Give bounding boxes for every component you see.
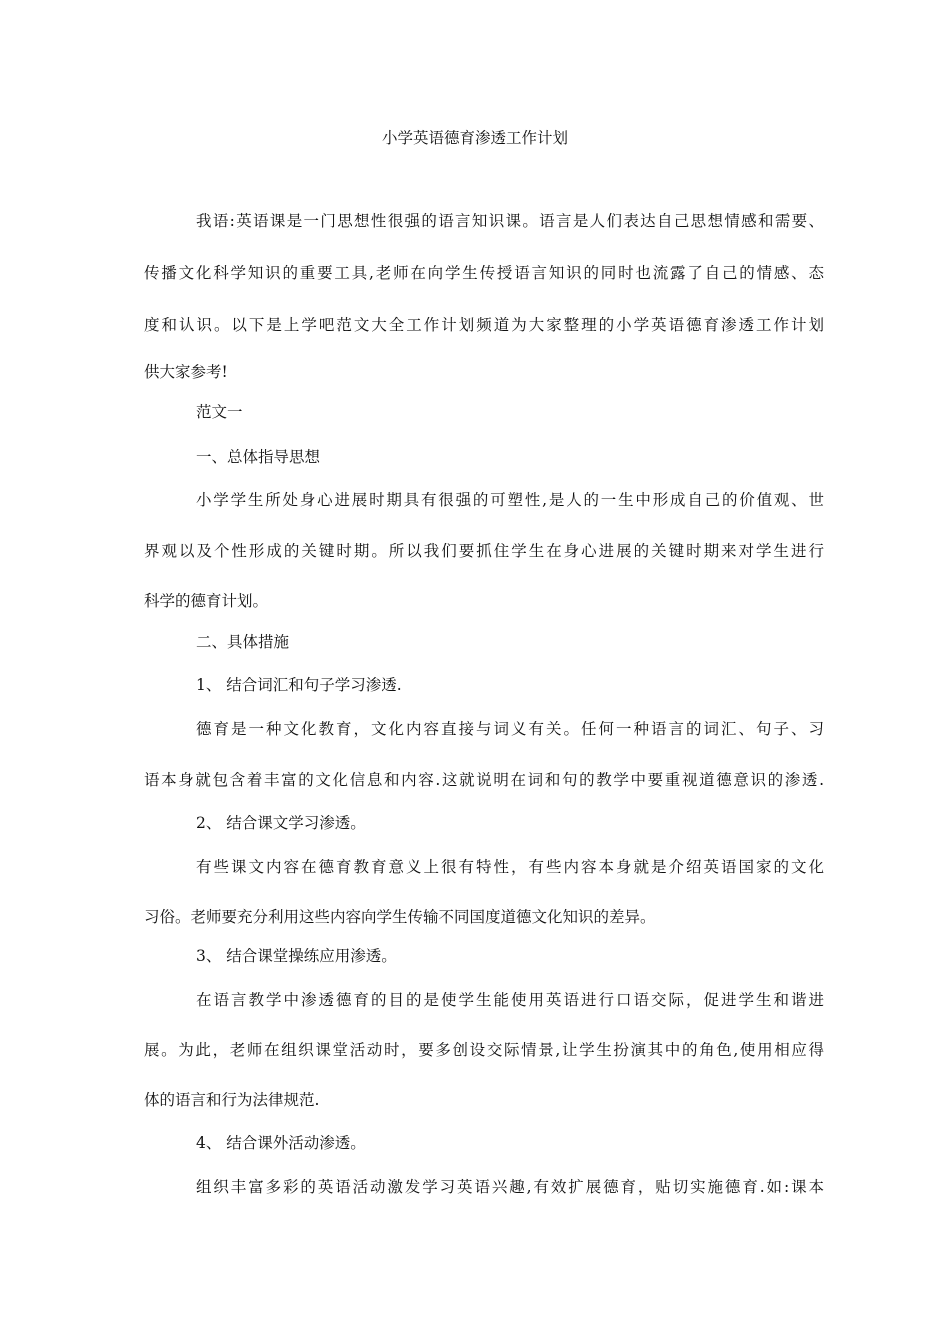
intro-line-3: 度和认识。以下是上学吧范文大全工作计划频道为大家整理的小学英语德育渗透工作计划	[144, 316, 824, 334]
paragraph-line: 德育是一种文化教育，文化内容直接与词义有关。任何一种语言的词汇、句子、习	[196, 720, 824, 738]
section-heading: 一、总体指导思想	[196, 448, 321, 466]
paragraph-line: 在语言教学中渗透德育的目的是使学生能使用英语进行口语交际，促进学生和谐进	[196, 991, 824, 1009]
item-heading: 2、 结合课文学习渗透。	[196, 814, 366, 832]
paragraph-line: 组织丰富多彩的英语活动激发学习英语兴趣,有效扩展德育，贴切实施德育.如:课本	[196, 1178, 824, 1196]
paragraph-line: 小学学生所处身心进展时期具有很强的可塑性,是人的一生中形成自己的价值观、世	[196, 491, 824, 509]
intro-line-2: 传播文化科学知识的重要工具,老师在向学生传授语言知识的同时也流露了自己的情感、态	[144, 264, 824, 282]
item-heading: 4、 结合课外活动渗透。	[196, 1134, 366, 1152]
item-heading: 1、 结合词汇和句子学习渗透.	[196, 676, 402, 694]
paragraph-line: 界观以及个性形成的关键时期。所以我们要抓住学生在身心进展的关键时期来对学生进行	[144, 542, 824, 560]
paragraph-line: 习俗。老师要充分利用这些内容向学生传输不同国度道德文化知识的差异。	[144, 908, 656, 926]
item-heading: 3、 结合课堂操练应用渗透。	[196, 947, 397, 965]
paragraph-line: 语本身就包含着丰富的文化信息和内容.这就说明在词和句的教学中要重视道德意识的渗透.	[144, 771, 824, 789]
paragraph-line: 科学的德育计划。	[144, 592, 269, 610]
intro-line-1: 我语:英语课是一门思想性很强的语言知识课。语言是人们表达自己思想情感和需要、	[196, 212, 824, 230]
intro-line-4: 供大家参考!	[144, 363, 228, 381]
section-heading: 二、具体措施	[196, 633, 290, 651]
sample-label: 范文一	[196, 403, 243, 421]
document-title: 小学英语德育渗透工作计划	[381, 129, 568, 147]
paragraph-line: 体的语言和行为法律规范.	[144, 1091, 320, 1109]
paragraph-line: 展。为此，老师在组织课堂活动时，要多创设交际情景,让学生扮演其中的角色,使用相应得	[144, 1041, 824, 1059]
paragraph-line: 有些课文内容在德育教育意义上很有特性，有些内容本身就是介绍英语国家的文化	[196, 858, 824, 876]
